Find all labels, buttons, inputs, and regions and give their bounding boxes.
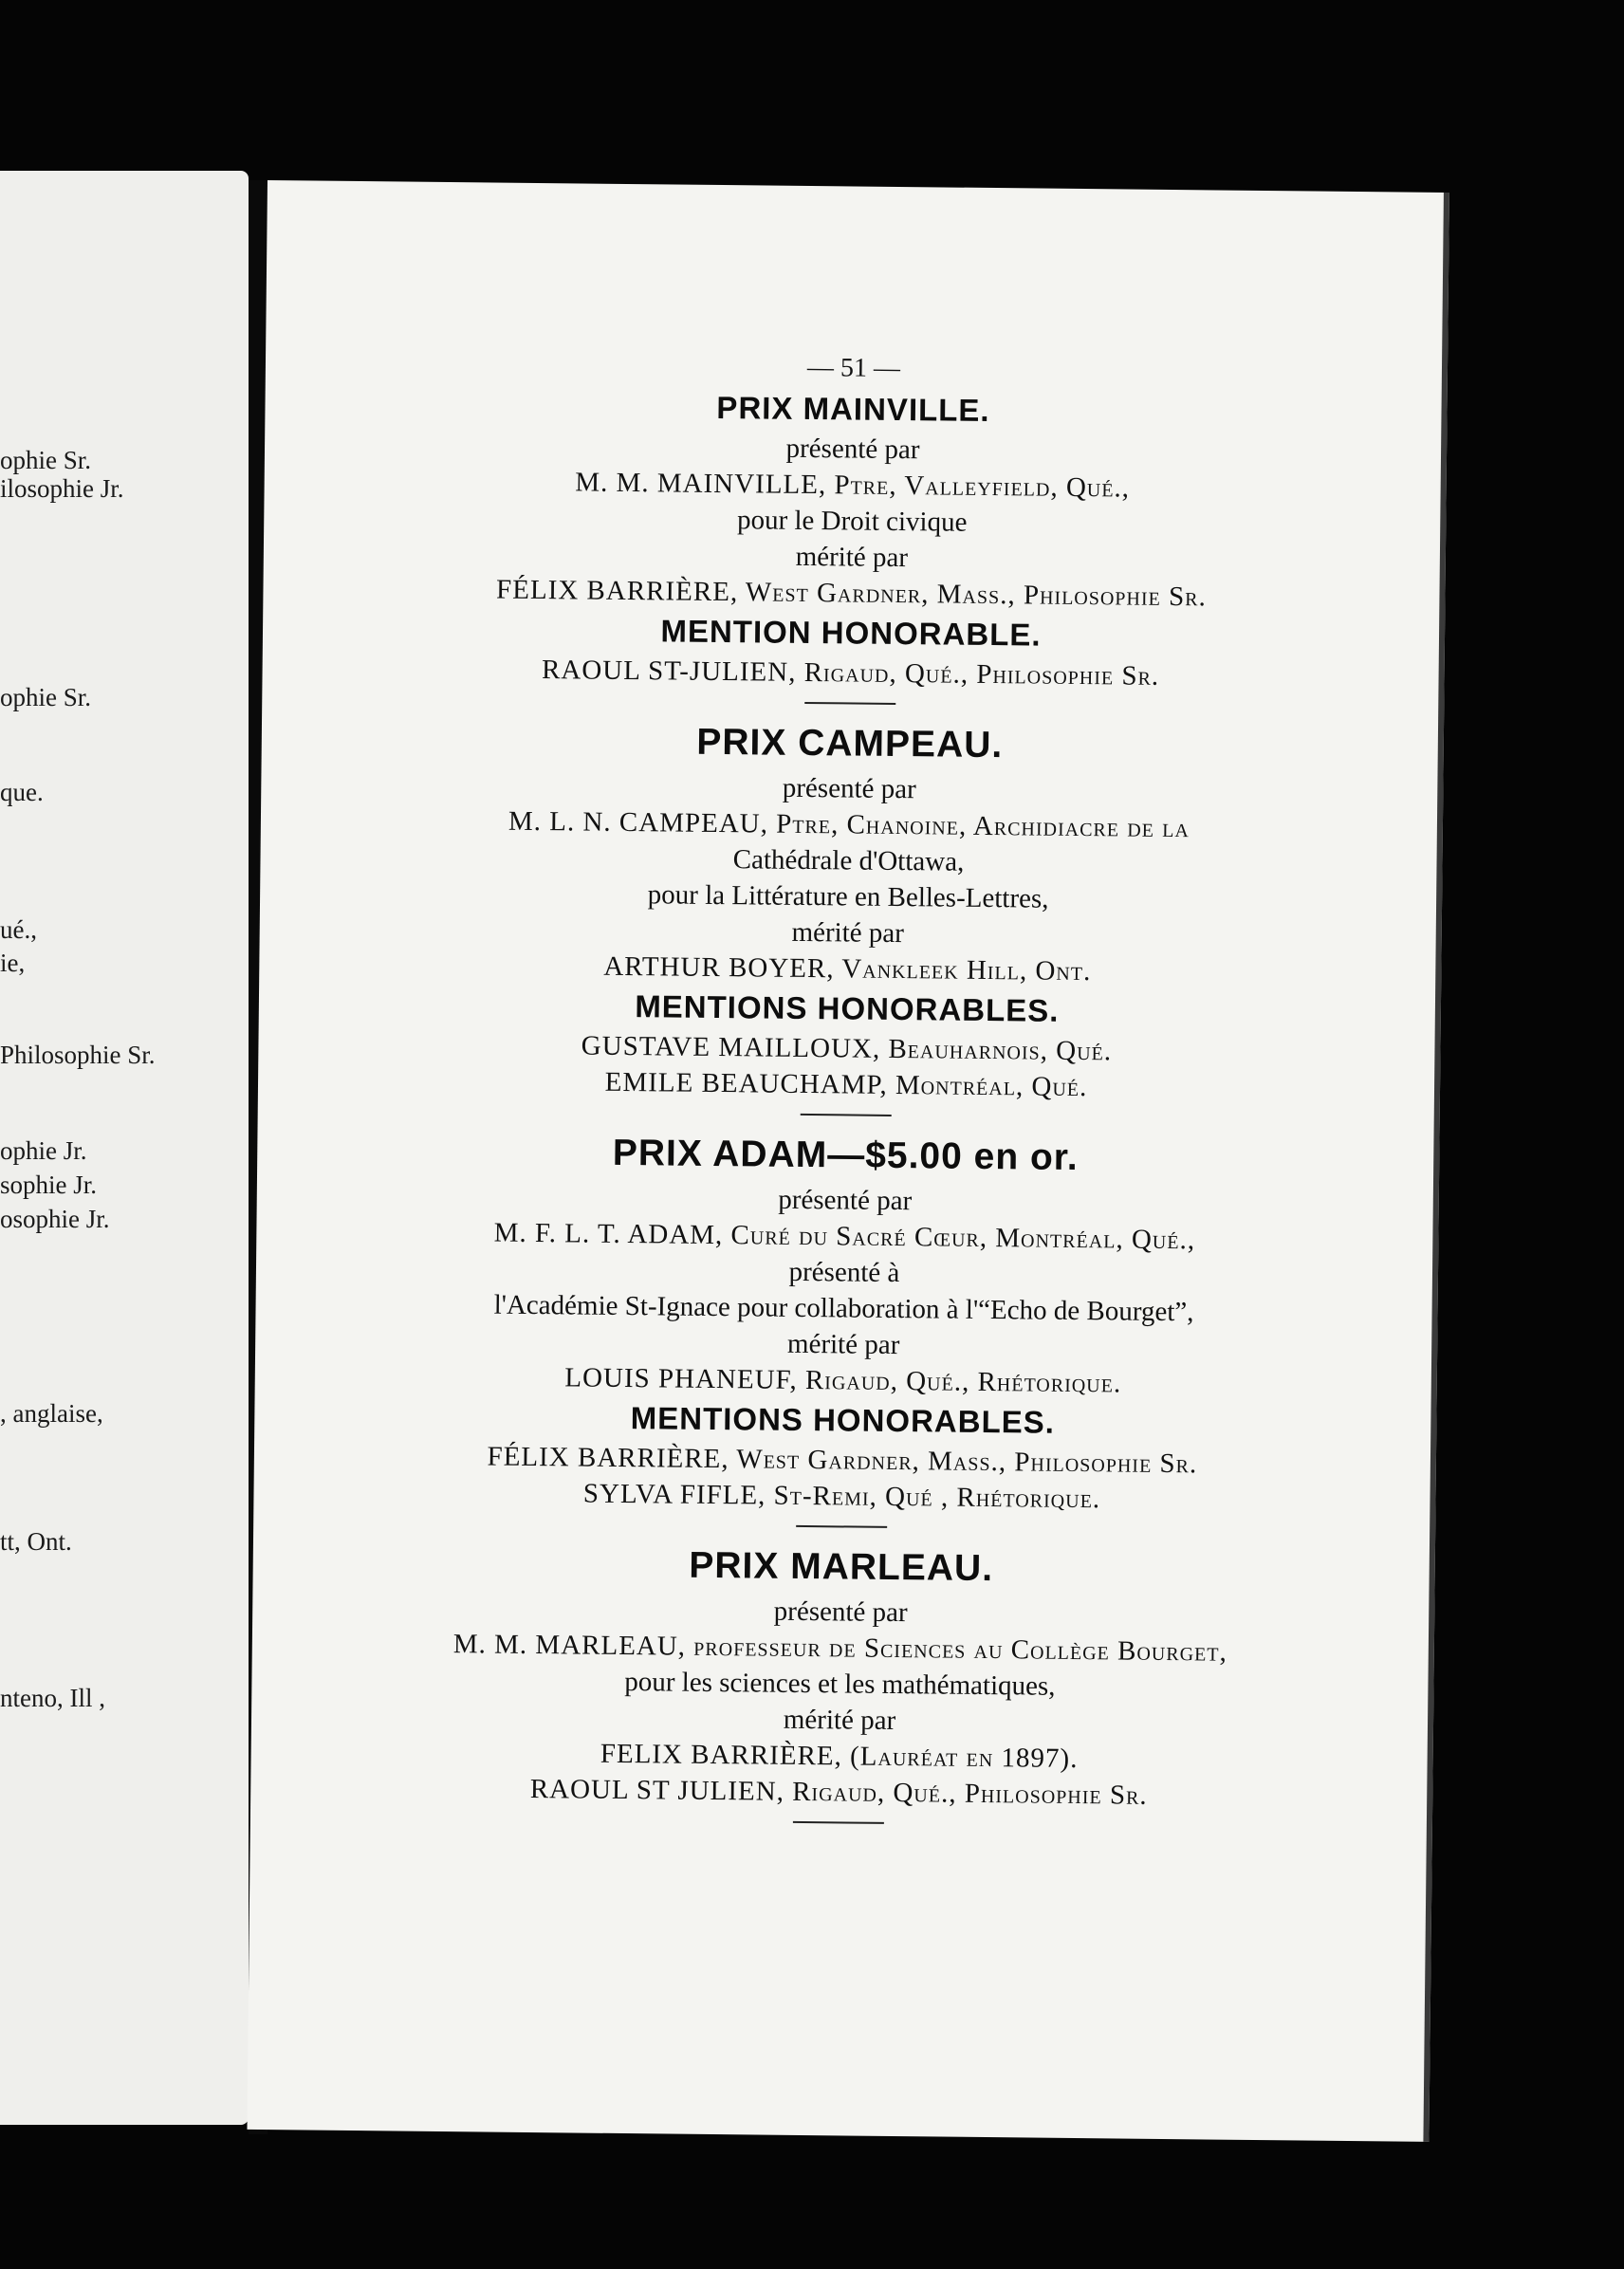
adam-honorable-entry: FÉLIX BARRIÈRE, West Gardner, Mass., Philosophie Sr. [487,1441,1198,1480]
adam-title: PRIX ADAM—$5.00 en or. [612,1132,1079,1179]
left-page-fragment: ophie Sr. [0,446,92,474]
left-page-fragment: ué., [0,915,37,944]
left-page-fragment: nteno, Ill , [0,1684,105,1712]
mainville-honorable-entry: RAOUL ST-JULIEN, Rigaud, Qué., Philosophie Sr. [541,655,1160,692]
campeau-donor-line1: M. L. N. CAMPEAU, Ptre, Chanoine, Archidiacre de la [508,805,1190,844]
mainville-donor: M. M. MAINVILLE, Ptre, Valleyfield, Qué., [575,467,1131,504]
section-divider [796,1525,887,1528]
marleau-winner: RAOUL ST JULIEN, Rigaud, Qué., Philosophie Sr. [529,1773,1148,1811]
campeau-merited-by: mérité par [791,916,905,950]
mainville-winner: FÉLIX BARRIÈRE, West Gardner, Mass., Philosophie Sr. [495,574,1207,613]
page-content [288,343,1404,1842]
section-divider [793,1821,884,1824]
adam-honorable-title: MENTIONS HONORABLES. [630,1400,1056,1440]
campeau-title: PRIX CAMPEAU. [696,721,1004,766]
marleau-presented-by: présenté par [773,1596,908,1629]
campeau-presented-by: présenté par [782,772,916,805]
mainville-merited-by: mérité par [795,541,909,574]
mainville-title: PRIX MAINVILLE. [716,389,990,428]
adam-merited-by: mérité par [786,1328,900,1361]
campeau-honorable-entry: EMILE BEAUCHAMP, Montréal, Qué. [604,1066,1088,1103]
left-page-fragment: que. [0,778,44,806]
campeau-honorable-entry: GUSTAVE MAILLOUX, Beauharnois, Qué. [581,1030,1113,1067]
section-divider [804,702,895,705]
left-page-fragment: osophie Jr. [0,1205,110,1233]
campeau-honorable-title: MENTIONS HONORABLES. [635,988,1060,1028]
marleau-subject: pour les sciences et les mathématiques, [624,1667,1056,1702]
adam-winner: LOUIS PHANEUF, Rigaud, Qué., Rhétorique. [564,1362,1122,1399]
mainville-honorable-title: MENTION HONORABLE. [660,613,1042,653]
adam-recipient: l'Académie St-Ignace pour collaboration à l'“Echo de Bourget”, [493,1289,1194,1328]
page-number: — 51 — [806,352,901,383]
adam-presented-by: présenté par [778,1184,913,1217]
left-page-fragment: ophie Jr. [0,1136,87,1165]
marleau-title: PRIX MARLEAU. [689,1544,994,1590]
left-page-fragment: sophie Jr. [0,1171,98,1199]
campeau-donor-line2: Cathédrale d'Ottawa, [732,844,965,877]
left-page-fragment: Philosophie Sr. [0,1041,156,1069]
adam-presented-to: présenté à [788,1256,900,1289]
left-page-fragment: ie, [0,949,26,977]
left-page [0,171,249,2125]
right-page [247,180,1449,2142]
left-page-fragment: ophie Sr. [0,683,92,711]
left-page-fragment: , anglaise, [0,1399,103,1428]
marleau-donor: M. M. MARLEAU, professeur de Sciences au Collège Bourget, [452,1629,1227,1668]
campeau-winner: ARTHUR BOYER, Vankleek Hill, Ont. [603,950,1092,987]
campeau-subject: pour la Littérature en Belles-Lettres, [647,879,1049,914]
adam-honorable-entry: SYLVA FIFLE, St-Remi, Qué , Rhétorique. [582,1478,1101,1515]
left-page-fragment: ilosophie Jr. [0,474,124,503]
marleau-merited-by: mérité par [783,1704,896,1737]
left-page-fragment: tt, Ont. [0,1527,72,1556]
mainville-presented-by: présenté par [785,433,920,466]
marleau-winner: FELIX BARRIÈRE, (Lauréat en 1897). [600,1738,1079,1775]
adam-donor: M. F. L. T. ADAM, Curé du Sacré Cœur, Montréal, Qué., [493,1217,1196,1256]
section-divider [801,1114,892,1116]
mainville-subject: pour le Droit civique [736,505,968,538]
